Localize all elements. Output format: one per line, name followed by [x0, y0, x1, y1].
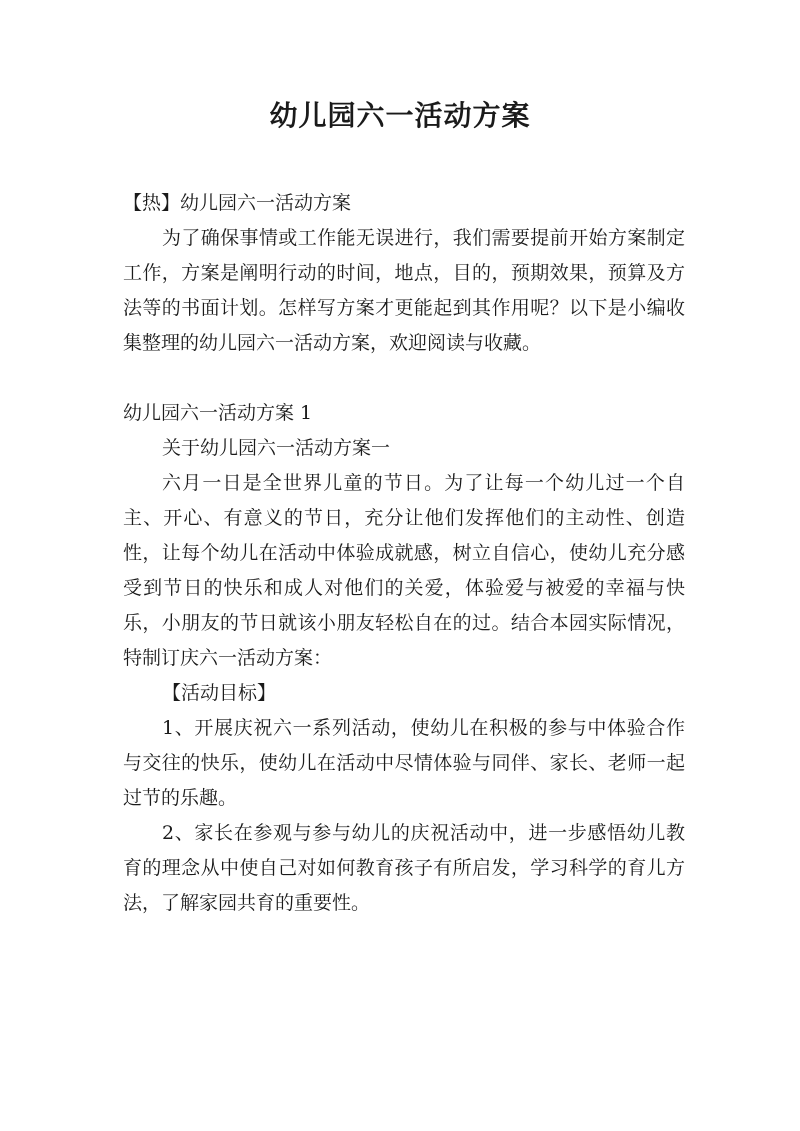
- goal-item-2: 2、家长在参观与参与幼儿的庆祝活动中，进一步感悟幼儿教育的理念从中使自己对如何教育孩子有所启发，学习科学的育儿方法，了解家园共育的重要性。: [123, 822, 685, 914]
- document-title: 幼儿园六一活动方案: [269, 99, 531, 132]
- body-paragraph-1: 六月一日是全世界儿童的节日。为了让每一个幼儿过一个自主、开心、有意义的节日，充分让他们发挥他们的主动性、创造性，让每个幼儿在活动中体验成就感，树立自信心，使幼儿充分感受到节日的快乐和成人对他们的关爱，体验爱与被爱的幸福与快乐，小朋友的节日就该小朋友轻松自在的过。结合本园实际情况，特制订庆六一活动方案：: [123, 472, 685, 669]
- subheading: 关于幼儿园六一活动方案一: [162, 437, 391, 459]
- hot-heading: 【热】幼儿园六一活动方案: [123, 192, 352, 214]
- paragraph-gap: [123, 361, 685, 396]
- document-body: [123, 186, 685, 921]
- goal-item-1: 1、开展庆祝六一系列活动，使幼儿在积极的参与中体验合作与交往的快乐，使幼儿在活动中尽情体验与同伴、家长、老师一起过节的乐趣。: [123, 717, 685, 809]
- intro-paragraph: 为了确保事情或工作能无误进行，我们需要提前开始方案制定工作，方案是阐明行动的时间，地点，目的，预期效果，预算及方法等的书面计划。怎样写方案才更能起到其作用呢？以下是小编收集整理的幼儿园六一活动方案，欢迎阅读与收藏。: [123, 227, 685, 354]
- section-1-heading: 幼儿园六一活动方案 1: [123, 402, 313, 424]
- goal-heading: 【活动目标】: [162, 682, 277, 704]
